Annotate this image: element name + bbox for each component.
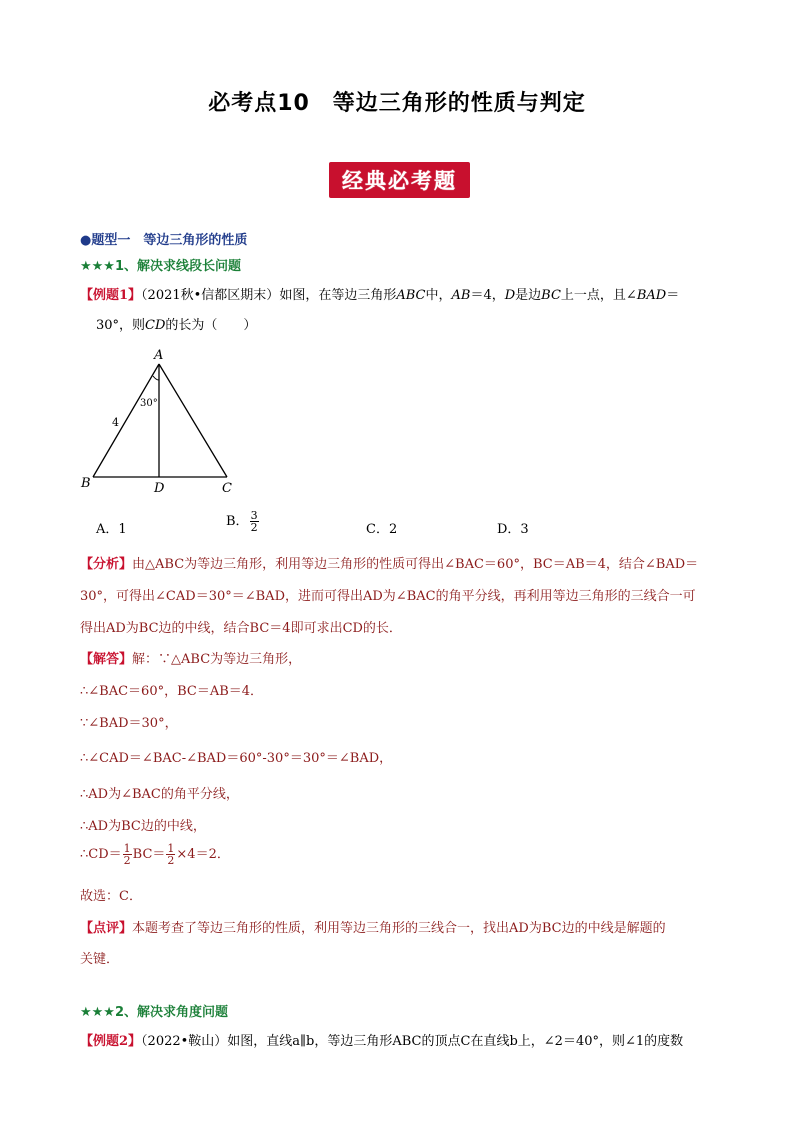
analysis-text: 由△ABC为等边三角形，利用等边三角形的性质可得出∠BAC＝60°，BC＝AB＝4，结合∠BAD＝ — [132, 557, 699, 572]
fraction-half — [166, 843, 175, 866]
label-d: D — [154, 481, 165, 496]
comment-text: 本题考查了等边三角形的性质，利用等边三角形的三线合一，找出AD为BC边的中线是解题的 — [132, 921, 666, 936]
fraction-half — [123, 843, 132, 866]
example-1-text: 上一点，且∠ — [560, 288, 637, 303]
solution-line-1 — [80, 648, 301, 667]
comment-line-1 — [80, 917, 666, 936]
subsection-2-heading: ★★★2、解决求角度问题 — [80, 1005, 229, 1020]
analysis-line-1 — [80, 553, 698, 572]
label-b: B — [81, 476, 91, 491]
solution-text: ∴CD＝ — [80, 847, 122, 862]
example-1-text: 如图，在等边三角形 — [279, 288, 397, 303]
solution-line-7 — [80, 843, 230, 866]
label-c: C — [222, 481, 232, 496]
var-bad: BAD — [636, 288, 667, 303]
page-title: 必考点10 等边三角形的性质与判定 — [208, 91, 586, 116]
example-2-text: （2022•鞍山）如图，直线a∥b，等边三角形ABC的顶点C在直线b上，∠2＝40°，则∠1的度数 — [141, 1034, 684, 1049]
var-cd: CD — [145, 318, 166, 333]
option-a: A．1 — [96, 522, 127, 537]
option-b-fraction — [250, 510, 259, 533]
analysis-line-2: 30°，可得出∠CAD＝30°＝∠BAD，进而可得出AD为∠BAC的角平分线，再利用等边三角形的三线合一可 — [80, 589, 696, 604]
solution-line-4: ∴∠CAD＝∠BAC-∠BAD＝60°-30°＝30°＝∠BAD， — [80, 751, 393, 766]
comment-label: 【点评】 — [80, 921, 133, 936]
example-1-line-2 — [96, 314, 256, 333]
numerator: 1 — [167, 842, 175, 855]
angle-arc — [153, 376, 159, 380]
var-bc: BC — [541, 288, 561, 303]
solution-label: 【解答】 — [80, 652, 133, 667]
example-1-text: 30°，则 — [96, 318, 146, 333]
solution-text: ×4＝2． — [176, 847, 230, 862]
example-2-label: 【例题2】 — [80, 1034, 142, 1049]
option-b — [226, 510, 260, 533]
subsection-1-heading: ★★★1、解决求线段长问题 — [80, 259, 242, 274]
var-d: D — [504, 288, 516, 303]
example-1-text: ＝ — [666, 288, 680, 303]
denominator: 2 — [123, 854, 131, 867]
example-2-line-1 — [80, 1030, 683, 1049]
var-abc: ABC — [396, 288, 426, 303]
example-1-text: 中， — [425, 288, 452, 303]
example-1-text: ＝4， — [470, 288, 505, 303]
solution-line-5: ∴AD为∠BAC的角平分线， — [80, 787, 239, 802]
side-ac — [159, 364, 227, 477]
badge-label: 经典必考题 — [342, 169, 457, 193]
option-b-prefix: B． — [226, 514, 249, 529]
analysis-line-3: 得出AD为BC边的中线，结合BC＝4即可求出CD的长． — [80, 621, 402, 636]
solution-text: 解：∵△ABC为等边三角形， — [132, 652, 302, 667]
option-b-denominator: 2 — [250, 521, 258, 534]
label-angle-30: 30° — [140, 398, 158, 409]
classic-badge — [329, 162, 470, 198]
numerator: 1 — [123, 842, 131, 855]
option-b-numerator: 3 — [250, 509, 258, 522]
solution-line-2: ∴∠BAC＝60°，BC＝AB＝4． — [80, 684, 264, 699]
example-1-text: 是边 — [515, 288, 542, 303]
solution-text: BC＝ — [132, 847, 166, 862]
var-ab: AB — [451, 288, 471, 303]
example-1-source: （2021秋•信都区期末） — [141, 288, 280, 303]
analysis-label: 【分析】 — [80, 557, 133, 572]
label-side-4: 4 — [112, 416, 119, 429]
triangle-figure — [78, 346, 248, 498]
option-d: D．3 — [497, 522, 529, 537]
comment-line-2: 关键． — [80, 952, 120, 967]
option-c: C．2 — [366, 522, 398, 537]
denominator: 2 — [167, 854, 175, 867]
example-1-line-1 — [80, 284, 679, 303]
side-ab — [93, 364, 159, 477]
solution-line-6: ∴AD为BC边的中线， — [80, 819, 206, 834]
label-a: A — [154, 348, 164, 363]
example-1-text: 的长为（ ） — [165, 318, 257, 333]
section-heading: ●题型一 等边三角形的性质 — [80, 233, 248, 248]
solution-line-8: 故选：C． — [80, 889, 142, 904]
solution-line-3: ∵∠BAD＝30°， — [80, 716, 178, 731]
example-1-label: 【例题1】 — [80, 288, 142, 303]
